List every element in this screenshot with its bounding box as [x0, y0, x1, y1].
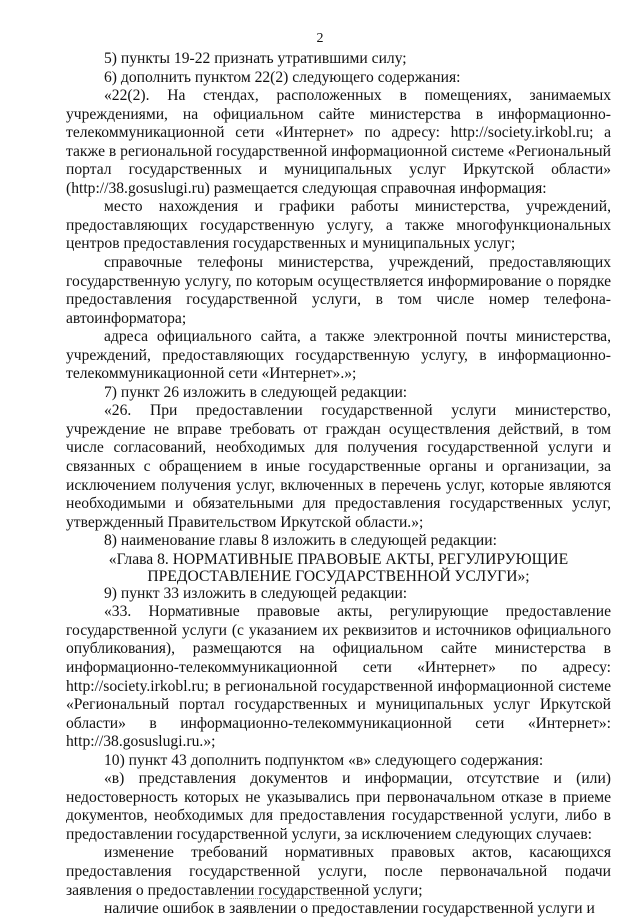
document-body [66, 50, 611, 919]
paragraph: справочные телефоны министерства, учреждений, предоставляющих государственную услугу, по которым осуществляется информирование о порядке предоставления государственной услуги, в том числе номер телефона-автоинформатора; [66, 254, 611, 327]
paragraph: изменение требований нормативных правовых актов, касающихся предоставления государственной услуги, после первоначальной подачи заявления о предоставлении государственной услуги; [66, 844, 611, 899]
chapter-title-line-2: ПРЕДОСТАВЛЕНИЕ ГОСУДАРСТВЕННОЙ УСЛУГИ»; [147, 567, 530, 585]
paragraph: 5) пункты 19-22 признать утратившими силу; [104, 50, 407, 67]
paragraph: «22(2). На стендах, расположенных в помещениях, занимаемых учреждениями, на официальном сайте министерства в информационно-телекоммуникационной сети «Интернет» по адресу: http://society.irkobl.ru; а также в региональной государственной информационной системе «Региональный портал государственных и муниципальных услуг Иркутской области» (http://38.gosuslugi.ru) размещается следующая справочная информация: [66, 87, 611, 197]
paragraph: 8) наименование главы 8 изложить в следующей редакции: [104, 532, 497, 550]
paragraph: «26. При предоставлении государственной услуги министерство, учреждение не вправе требовать от граждан осуществления действий, в том числе согласований, необходимых для получения государственной услуги и связанных с обращением в иные государственные органы и организации, за исключением получения услуг, включенных в перечень услуг, которые являются необходимыми и обязательными для предоставления государственных услуг, утвержденный Правительством Иркутской области.»; [66, 402, 611, 531]
paragraph: 10) пункт 43 дополнить подпунктом «в» следующего содержания: [104, 751, 544, 769]
paragraph: место нахождения и графики работы министерства, учреждений, предоставляющих государственную услугу, а также многофункциональных центров предоставления государственных и муниципальных услуг; [66, 198, 611, 253]
scan-edge-line [230, 898, 350, 899]
paragraph: наличие ошибок в заявлении о предоставлении государственной услуги и [104, 900, 595, 918]
paragraph: адреса официального сайта, а также электронной почты министерства, учреждений, предоставляющих государственную услугу, в информационно-телекоммуникационной сети «Интернет».»; [66, 328, 611, 383]
paragraph: 6) дополнить пунктом 22(2) следующего содержания: [104, 68, 461, 86]
paragraph: 7) пункт 26 изложить в следующей редакции: [104, 383, 408, 401]
page-number: 2 [316, 31, 324, 46]
chapter-title-line-1: «Глава 8. НОРМАТИВНЫЕ ПРАВОВЫЕ АКТЫ, РЕГУЛИРУЮЩИЕ [108, 550, 569, 568]
paragraph: «33. Нормативные правовые акты, регулирующие предоставление государственной услуги (с указанием их реквизитов и источников официального опубликования), размещаются на официальном сайте министерства в информационно-телекоммуникационной сети «Интернет» по адресу: http://society.irkobl.ru; в региональной государственной информационной системе «Региональный портал государственных и муниципальных услуг Иркутской области» в информационно-телекоммуникационной сети «Интернет»: http://38.gosuslugi.ru.»; [66, 603, 611, 751]
paragraph: «в) представления документов и информации, отсутствие и (или) недостоверность которых не указывались при первоначальном отказе в приеме документов, необходимых для предоставления государственной услуги, либо в предоставлении государственной услуги, за исключением следующих случаев: [66, 770, 611, 843]
paragraph: 9) пункт 33 изложить в следующей редакции: [104, 584, 408, 602]
